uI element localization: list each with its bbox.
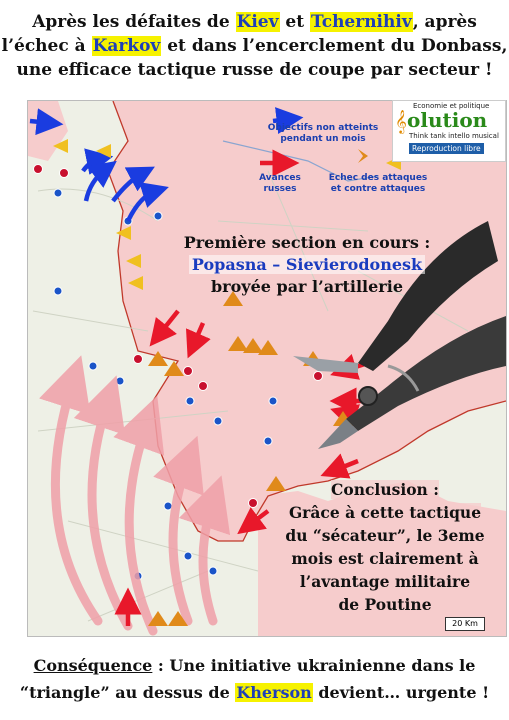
solution-logo: [392, 100, 506, 162]
section-one-desc: broyée par l’artillerie: [210, 277, 403, 296]
headline-text: l’échec à: [1, 36, 92, 56]
conclusion-line: Grâce à cette tactique: [288, 503, 482, 522]
blue-arrow: [30, 121, 50, 123]
footer-text: : Une initiative ukrainienne dans le: [152, 656, 476, 675]
logo-tagline: Economie et politique: [413, 102, 490, 110]
headline-line-2: [0, 34, 509, 58]
combat-marker-icon: [249, 499, 258, 508]
city-marker-icon: [214, 417, 222, 425]
combat-marker-icon: [60, 169, 69, 178]
city-marker-icon: [164, 502, 172, 510]
conclusion-line: l’avantage militaire: [299, 572, 471, 591]
headline-text: et: [279, 12, 311, 32]
headline-text: , après: [412, 12, 477, 32]
city-marker-icon: [154, 212, 162, 220]
legend-failures: Echec des attaques et contre attaques: [328, 173, 428, 194]
legend-advances: Avances russes: [259, 173, 301, 194]
headline-text: et dans l’encerclement du Donbass,: [161, 36, 508, 56]
section-one-callout: [172, 232, 442, 298]
city-marker-icon: [209, 567, 217, 575]
karkov-highlight: Karkov: [92, 36, 161, 56]
city-marker-icon: [264, 437, 272, 445]
section-one-title: Première section en cours :: [183, 233, 431, 252]
headline: [0, 10, 509, 82]
logo-wordmark: olution: [407, 108, 488, 132]
city-marker-icon: [116, 377, 124, 385]
combat-marker-icon: [34, 165, 43, 174]
footer-text: “triangle” au dessus de: [19, 683, 236, 702]
combat-marker-icon: [184, 367, 193, 376]
logo-badge: Reproduction libre: [409, 143, 484, 154]
city-marker-icon: [186, 397, 194, 405]
conclusion-callout: [280, 478, 490, 616]
footer-line-2: [0, 679, 509, 706]
city-marker-icon: [89, 362, 97, 370]
conclusion-title: Conclusion :: [331, 480, 439, 499]
city-marker-icon: [184, 552, 192, 560]
conclusion-line: du “sécateur”, le 3eme: [285, 526, 485, 545]
city-marker-icon: [54, 189, 62, 197]
footer: [0, 652, 509, 706]
legend-blue-arrow: [273, 119, 290, 121]
kherson-highlight: Kherson: [236, 683, 312, 702]
combat-marker-icon: [134, 355, 143, 364]
treble-clef-icon: 𝄞: [395, 109, 407, 133]
city-marker-icon: [54, 287, 62, 295]
map-scale: 20 Km: [445, 617, 485, 631]
section-one-place: Popasna – Sievierodonesk: [189, 255, 425, 274]
kiev-highlight: Kiev: [236, 12, 279, 32]
logo-subtitle: Think tank intello musical: [409, 132, 499, 140]
footer-line-1: [0, 652, 509, 679]
conclusion-line: de Poutine: [338, 595, 432, 614]
combat-marker-icon: [314, 372, 323, 381]
headline-line-1: [0, 10, 509, 34]
footer-keyword: Conséquence: [33, 656, 153, 675]
legend-objectives: Objectifs non atteints pendant un mois: [267, 123, 379, 144]
conclusion-line: mois est clairement à: [291, 549, 479, 568]
city-marker-icon: [269, 397, 277, 405]
headline-line-3: une efficace tactique russe de coupe par secteur !: [16, 60, 493, 80]
tchernihiv-highlight: Tchernihiv: [311, 12, 412, 32]
combat-marker-icon: [199, 382, 208, 391]
headline-text: Après les défaites de: [32, 12, 236, 32]
footer-text: devient… urgente !: [312, 683, 490, 702]
